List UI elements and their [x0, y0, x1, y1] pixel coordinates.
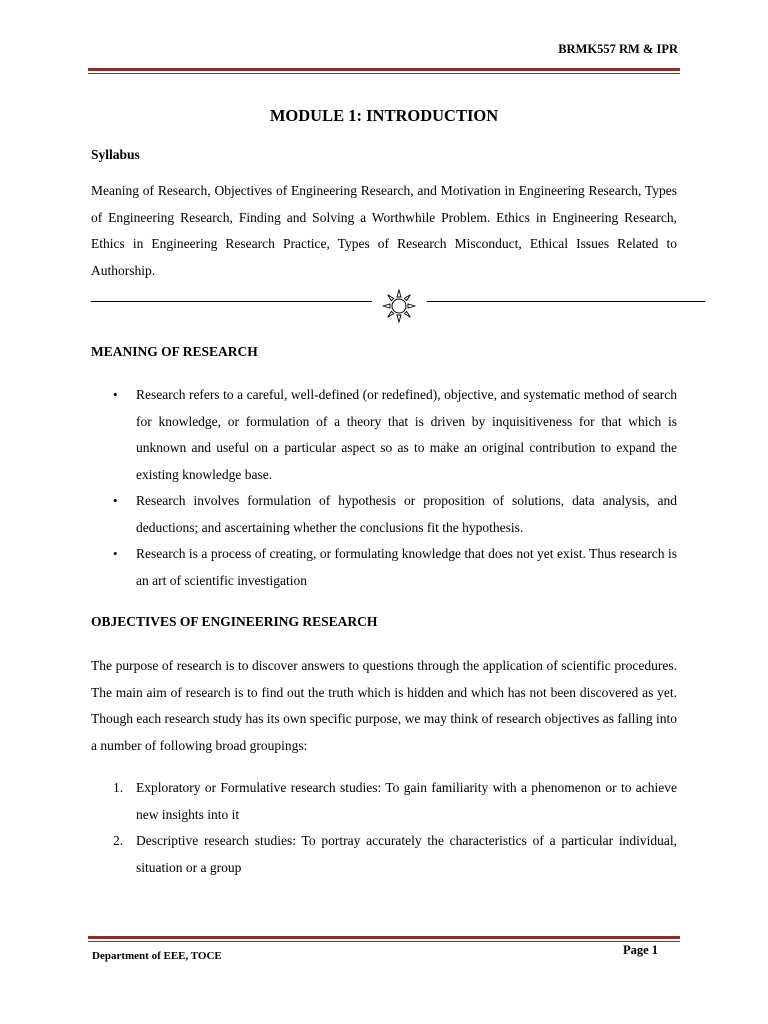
- section-heading-objectives: OBJECTIVES OF ENGINEERING RESEARCH: [91, 614, 378, 629]
- divider-line-left: [91, 301, 372, 302]
- meaning-bullet-list: [91, 382, 677, 594]
- page-number: Page 1: [622, 943, 658, 957]
- syllabus-text: Meaning of Research, Objectives of Engineering Research, and Motivation in Engineering Research, Types of Engineering Research, Finding and Solving a Worthwhile Problem. Ethics in Engineering Research, Ethics in Engineering Research Practice, Types of Research Misconduct, Ethical Issues Related to Authorship.: [91, 183, 677, 278]
- objectives-paragraph: The purpose of research is to discover answers to questions through the application of scientific procedures. The main aim of research is to find out the truth which is hidden and which has not been discovered as yet. Though each research study has its own specific purpose, we may think of research objectives as falling into a number of following broad groupings:: [91, 658, 677, 753]
- bullet-text: Research involves formulation of hypothesis or proposition of solutions, data analysis, and deductions; and ascertaining whether the conclusions fit the hypothesis.: [136, 493, 677, 535]
- bullet-text: Research refers to a careful, well-defined (or redefined), objective, and systematic method of search for knowledge, or formulation of a theory that is driven by inquisitiveness for that which is unknown and useful on a particular aspect so as to make an original contribution to expand the existing knowledge base.: [136, 387, 677, 482]
- list-number: 1.: [113, 780, 124, 795]
- page-title: MODULE 1: INTRODUCTION: [269, 106, 499, 125]
- list-number: 2.: [113, 833, 124, 848]
- list-item-text: Exploratory or Formulative research studies: To gain familiarity with a phenomenon or to achieve new insights into it: [136, 780, 677, 822]
- bullet-text: Research is a process of creating, or formulating knowledge that does not yet exist. Thus research is an art of scientific investigation: [136, 546, 677, 588]
- syllabus-label: Syllabus: [91, 147, 140, 162]
- bullet-icon: •: [113, 493, 118, 508]
- header-rule: [88, 68, 680, 74]
- list-item: [91, 541, 677, 594]
- bullet-icon: •: [113, 546, 118, 561]
- sun-ornament-icon: [382, 289, 416, 323]
- divider-line-right: [427, 301, 705, 302]
- list-item: [91, 828, 677, 881]
- objectives-numbered-list: [91, 775, 677, 881]
- list-item: [91, 488, 677, 541]
- header-course-code: BRMK557 RM & IPR: [558, 42, 678, 56]
- list-item: [91, 382, 677, 488]
- list-item: [91, 775, 677, 828]
- bullet-icon: •: [113, 387, 118, 402]
- footer-rule: [88, 936, 680, 942]
- list-item-text: Descriptive research studies: To portray accurately the characteristics of a particular individual, situation or a group: [136, 833, 677, 875]
- footer-department: Department of EEE, TOCE: [92, 950, 222, 962]
- section-heading-meaning: MEANING OF RESEARCH: [91, 344, 258, 359]
